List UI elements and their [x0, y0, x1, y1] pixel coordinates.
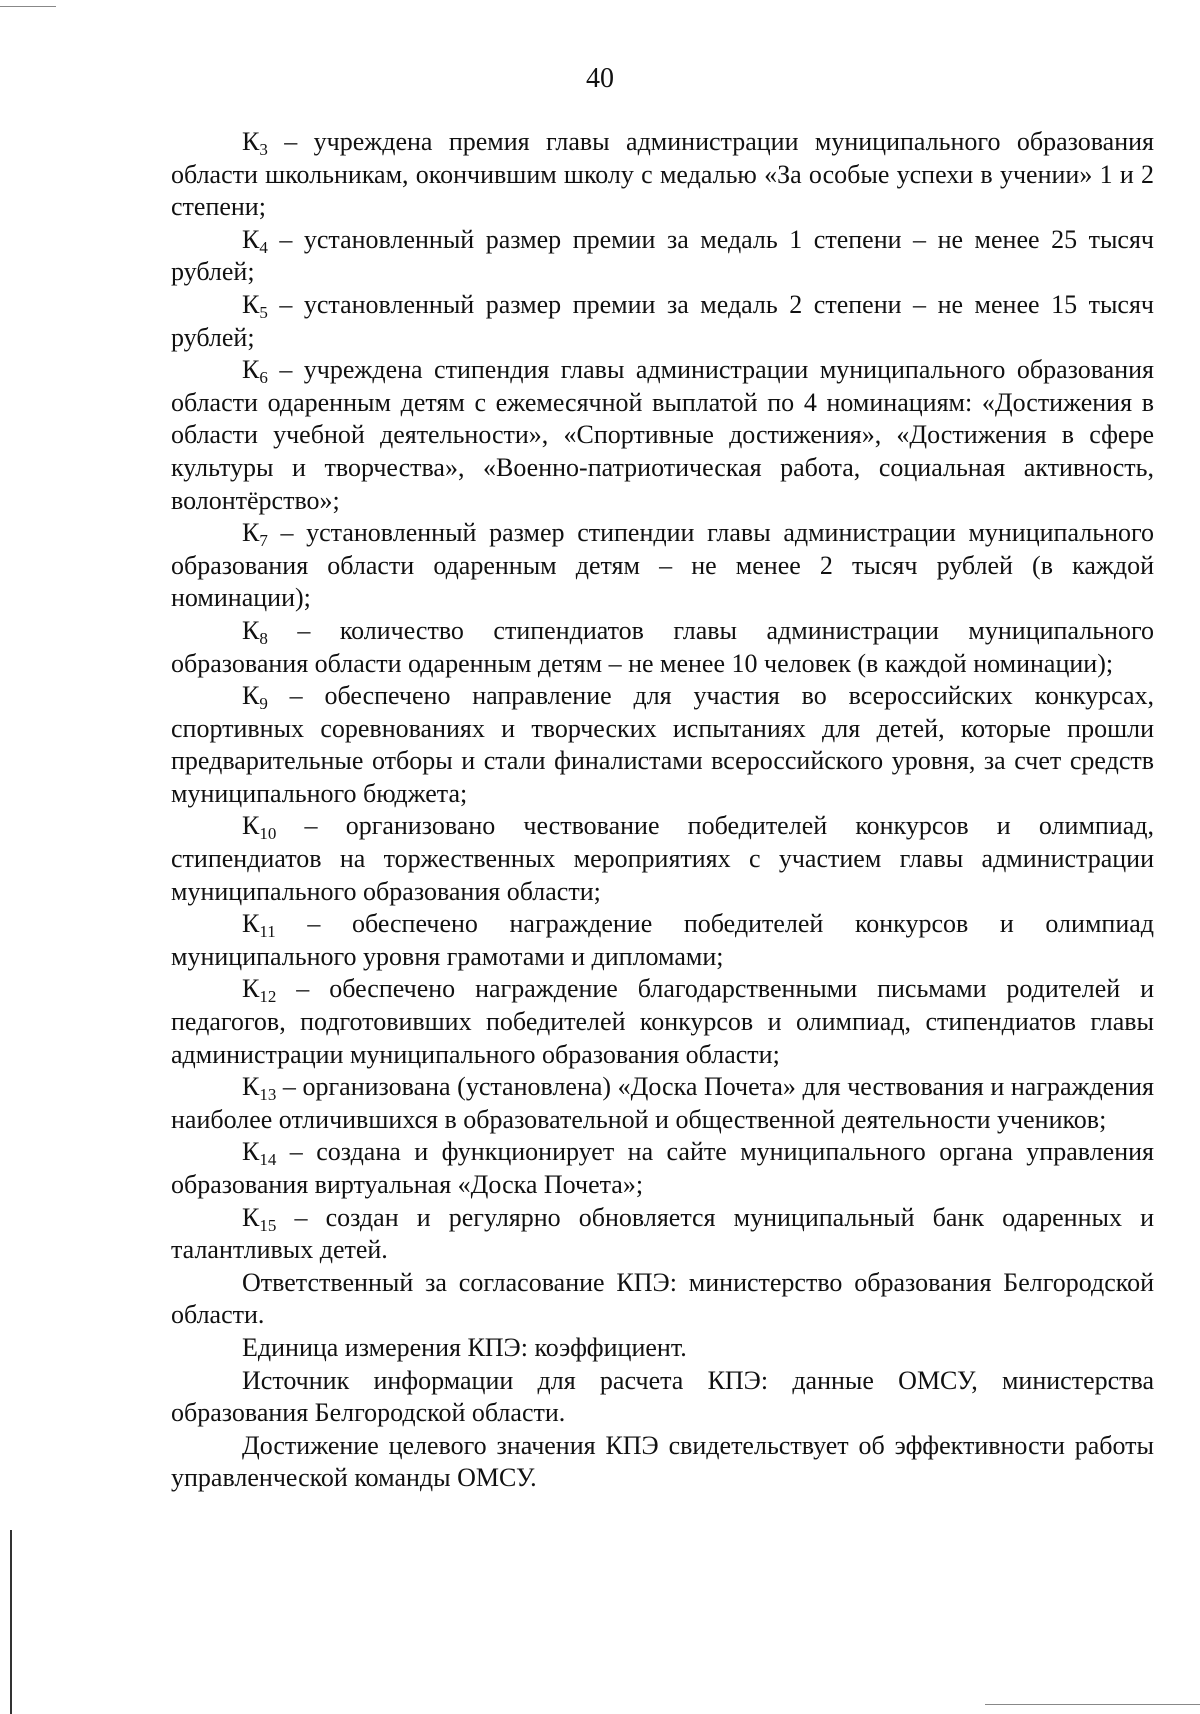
coefficient-index: 7: [259, 531, 268, 551]
paragraph-k13: [171, 1071, 1154, 1136]
paragraph-unit: Единица измерения КПЭ: коэффициент.: [242, 1332, 687, 1362]
paragraph-text: – установленный размер премии за медаль 2 степени – не менее 15 тысяч рублей;: [171, 289, 1154, 352]
coefficient-letter: К: [242, 1137, 260, 1167]
paragraph-text: – установленный размер стипендии главы администрации муниципального образования области одаренным детям – не менее 2 тысяч рублей (в каждой номинации);: [171, 518, 1154, 613]
paragraph-k4: [171, 224, 1154, 289]
paragraph-responsible: Ответственный за согласование КПЭ: министерство образования Белгородской области.: [171, 1267, 1154, 1330]
paragraph-text: – создан и регулярно обновляется муниципальный банк одаренных и талантливых детей.: [171, 1202, 1154, 1265]
coefficient-index: 9: [259, 694, 268, 714]
coefficient-index: 4: [259, 237, 268, 257]
coefficient-letter: К: [242, 224, 260, 254]
paragraph-k3: [171, 126, 1154, 224]
paragraph-source: Источник информации для расчета КПЭ: данные ОМСУ, министерства образования Белгородской области.: [171, 1365, 1154, 1428]
coefficient-index: 5: [259, 302, 268, 322]
paragraph-k8: [171, 615, 1154, 680]
paragraph-text: – количество стипендиатов главы администрации муниципального образования области одаренным детям – не менее 10 человек (в каждой номинации);: [171, 615, 1154, 678]
scan-corner-mark: [0, 6, 56, 7]
paragraph-text: – обеспечено направление для участия во всероссийских конкурсах, спортивных соревнованиях и творческих испытаниях для детей, которые прошли предварительные отборы и стали финалистами всероссийского уровня, за счет средств муниципального бюджета;: [171, 681, 1154, 808]
paragraph-text: – установленный размер премии за медаль 1 степени – не менее 25 тысяч рублей;: [171, 224, 1154, 287]
paragraph-achievement: Достижение целевого значения КПЭ свидетельствует об эффективности работы управленческой команды ОМСУ.: [171, 1430, 1154, 1493]
coefficient-index: 6: [259, 368, 268, 388]
coefficient-index: 13: [259, 1085, 277, 1105]
paragraph-text: – учреждена стипендия главы администрации муниципального образования области одаренным детям с ежемесячной выплатой по 4 номинациям: «Достижения в области учебной деятельности», «Спортивные достижения», «Достижения в сфере культуры и творчества», «Военно-патриотическая работа, социальная активность, волонтёрство»;: [171, 355, 1154, 515]
paragraph-text: – организована (установлена) «Доска Почета» для чествования и награждения наиболее отличившихся в образовательной и общественной деятельности учеников;: [171, 1072, 1154, 1134]
paragraph-k14: [171, 1136, 1154, 1201]
coefficient-letter: К: [242, 811, 260, 841]
paragraph-k7: [171, 517, 1154, 615]
coefficient-letter: К: [242, 518, 260, 548]
coefficient-index: 12: [259, 987, 277, 1007]
coefficient-letter: К: [242, 909, 260, 939]
coefficient-letter: К: [242, 289, 260, 319]
paragraph-k12: [171, 973, 1154, 1071]
coefficient-letter: К: [242, 1202, 260, 1232]
paragraph-text: – обеспечено награждение благодарственными письмами родителей и педагогов, подготовивших победителей конкурсов и олимпиад, стипендиатов главы администрации муниципального образования области;: [171, 974, 1154, 1069]
coefficient-letter: К: [242, 681, 260, 711]
paragraph-text: – создана и функционирует на сайте муниципального органа управления образования виртуальная «Доска Почета»;: [171, 1137, 1154, 1199]
coefficient-index: 15: [259, 1215, 277, 1235]
scan-bottom-mark: [985, 1704, 1200, 1705]
paragraph-k15: [171, 1202, 1154, 1267]
coefficient-letter: К: [242, 974, 260, 1004]
document-body: [171, 126, 1154, 1495]
coefficient-letter: К: [242, 1072, 260, 1102]
paragraph-k10: [171, 810, 1154, 908]
paragraph-k5: [171, 289, 1154, 354]
coefficient-index: 11: [259, 922, 276, 942]
paragraph-k11: [171, 908, 1154, 973]
page-number: 40: [586, 63, 614, 94]
coefficient-index: 14: [259, 1150, 277, 1170]
scan-edge-mark: [10, 1530, 12, 1714]
coefficient-letter: К: [242, 127, 260, 156]
paragraph-text: – учреждена премия главы администрации муниципального образования области школьникам, окончившим школу с медалью «За особые успехи в учении» 1 и 2 степени;: [171, 127, 1154, 222]
coefficient-index: 8: [259, 628, 268, 648]
paragraph-k9: [171, 680, 1154, 810]
coefficient-letter: К: [242, 615, 260, 645]
paragraph-text: – организовано чествование победителей конкурсов и олимпиад, стипендиатов на торжественных мероприятиях с участием главы администрации муниципального образования области;: [171, 811, 1154, 906]
paragraph-text: – обеспечено награждение победителей конкурсов и олимпиад муниципального уровня грамотами и дипломами;: [171, 909, 1154, 971]
coefficient-index: 10: [259, 824, 277, 844]
paragraph-k6: [171, 354, 1154, 517]
coefficient-index: 3: [259, 140, 268, 159]
coefficient-letter: К: [242, 355, 260, 385]
